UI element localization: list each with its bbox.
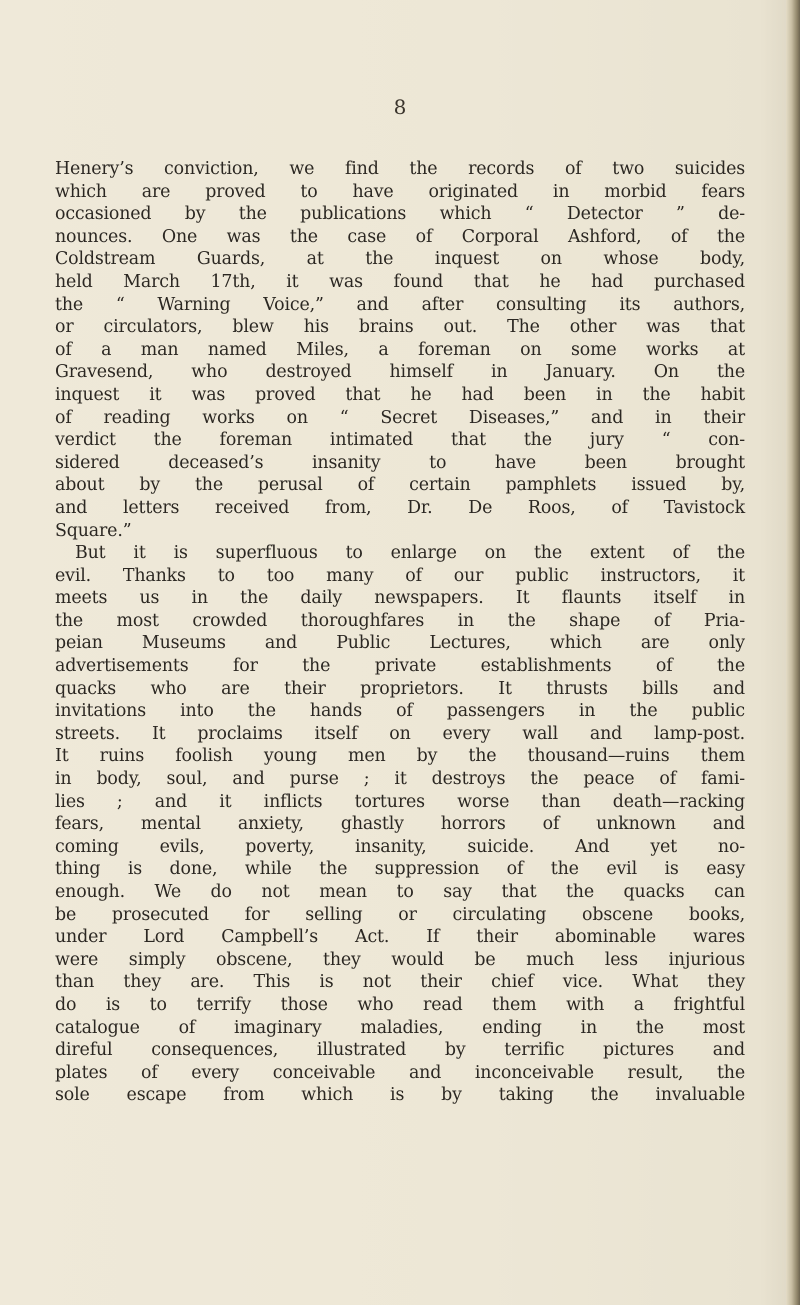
text-line: than they are. This is not their chief vice. What they bbox=[55, 972, 745, 993]
text-line: be prosecuted for selling or circulating obscene books, bbox=[55, 904, 745, 925]
text-line: streets. It proclaims itself on every wall and lamp-post. bbox=[55, 723, 745, 744]
text-line: were simply obscene, they would be much less injurious bbox=[55, 949, 745, 970]
text-line: Coldstream Guards, at the inquest on whose body, bbox=[55, 249, 745, 270]
text-line: of a man named Miles, a foreman on some works at bbox=[55, 339, 745, 360]
text-line: plates of every conceivable and inconceivable result, the bbox=[55, 1062, 745, 1083]
text-line: enough. We do not mean to say that the quacks can bbox=[55, 882, 745, 902]
book-spine-edge bbox=[786, 0, 800, 1305]
text-line: inquest it was proved that he had been in the habit bbox=[55, 384, 745, 405]
text-line: coming evils, poverty, insanity, suicide. And yet no- bbox=[55, 836, 745, 857]
text-line: occasioned by the publications which “ Detector ” de- bbox=[55, 204, 745, 225]
text-line: the “ Warning Voice,” and after consulting its authors, bbox=[55, 294, 745, 315]
page-number: 8 bbox=[393, 95, 407, 119]
text-line: held March 17th, it was found that he had purchased bbox=[55, 271, 745, 292]
text-line: in body, soul, and purse ; it destroys the peace of fami- bbox=[55, 769, 745, 790]
text-line: thing is done, while the suppression of the evil is easy bbox=[55, 859, 745, 880]
text-line: of reading works on “ Secret Diseases,” and in their bbox=[55, 407, 745, 428]
text-line: the most crowded thoroughfares in the shape of Pria- bbox=[55, 610, 745, 631]
text-line: fears, mental anxiety, ghastly horrors of unknown and bbox=[55, 814, 745, 835]
text-line: peian Museums and Public Lectures, which are only bbox=[55, 633, 745, 654]
text-line: verdict the foreman intimated that the jury “ con- bbox=[55, 430, 745, 451]
text-line: under Lord Campbell’s Act. If their abominable wares bbox=[55, 927, 745, 948]
text-line: or circulators, blew his brains out. The other was that bbox=[55, 317, 745, 338]
text-line: do is to terrify those who read them with a frightful bbox=[55, 994, 745, 1015]
text-line: But it is superfluous to enlarge on the extent of the bbox=[75, 543, 745, 564]
text-line: which are proved to have originated in morbid fears bbox=[55, 181, 745, 202]
text-line: Square.” bbox=[55, 520, 132, 541]
body-text bbox=[55, 158, 745, 1107]
text-line: direful consequences, illustrated by terrific pictures and bbox=[55, 1040, 745, 1061]
text-line: invitations into the hands of passengers in the public bbox=[55, 701, 745, 722]
text-line: quacks who are their proprietors. It thrusts bills and bbox=[55, 678, 745, 699]
text-line: about by the perusal of certain pamphlets issued by, bbox=[55, 475, 745, 496]
text-line: lies ; and it inflicts tortures worse than death—racking bbox=[55, 791, 745, 812]
text-line: meets us in the daily newspapers. It flaunts itself in bbox=[55, 588, 745, 609]
text-line: It ruins foolish young men by the thousand—ruins them bbox=[55, 746, 745, 767]
text-line: sole escape from which is by taking the invaluable bbox=[55, 1085, 745, 1106]
text-line: advertisements for the private establishments of the bbox=[55, 656, 745, 677]
text-line: and letters received from, Dr. De Roos, of Tavistock bbox=[55, 497, 745, 518]
text-line: Gravesend, who destroyed himself in January. On the bbox=[55, 362, 745, 383]
text-line: sidered deceased’s insanity to have been brought bbox=[55, 452, 745, 473]
text-line: Henery’s conviction, we find the records of two suicides bbox=[55, 159, 745, 179]
text-line: nounces. One was the case of Corporal Ashford, of the bbox=[55, 226, 745, 247]
text-line: evil. Thanks to too many of our public instructors, it bbox=[55, 565, 745, 586]
text-line: catalogue of imaginary maladies, ending in the most bbox=[55, 1017, 745, 1038]
